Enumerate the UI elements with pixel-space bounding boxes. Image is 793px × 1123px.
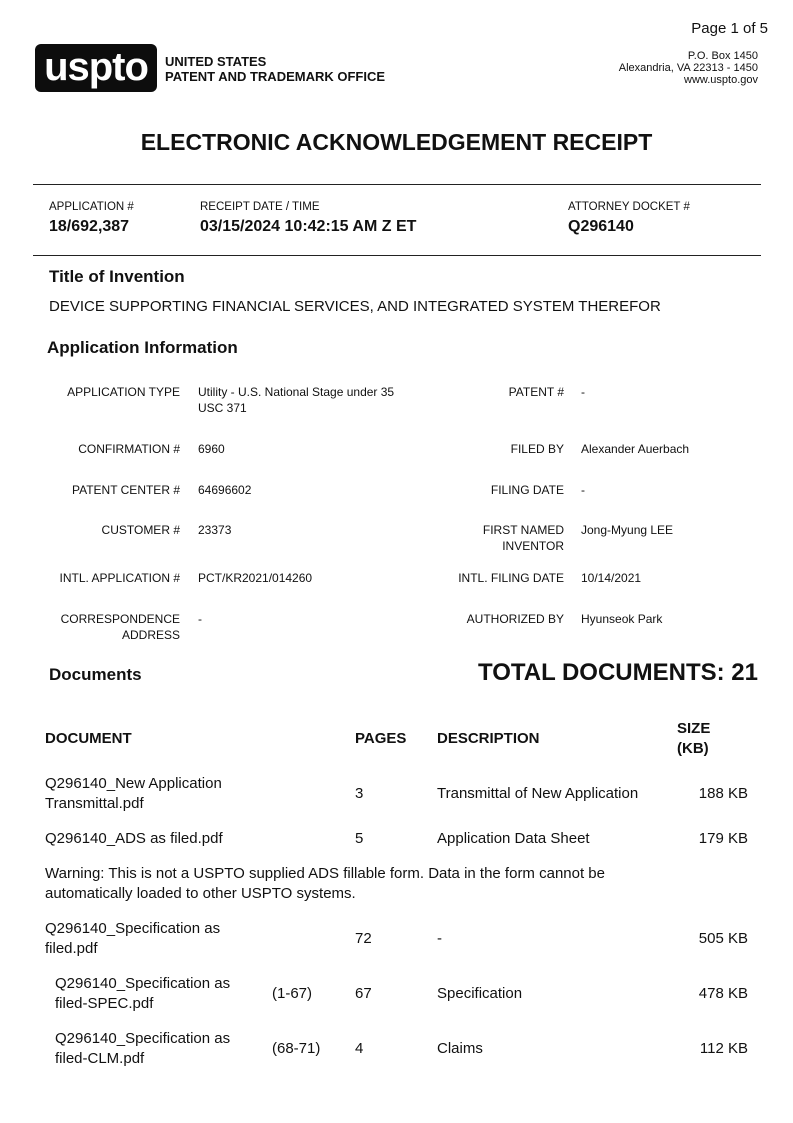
first-inventor-label (361, 522, 564, 554)
document-name-line2: filed.pdf (45, 940, 98, 957)
document-row-0-name[interactable] (45, 774, 222, 814)
page-title: ELECTRONIC ACKNOWLEDGEMENT RECEIPT (140, 129, 653, 155)
filing-date-label: FILING DATE (490, 483, 564, 497)
address-line1: P.O. Box 1450 (687, 50, 758, 62)
document-name-line1: Q296140_Specification as (55, 1030, 231, 1047)
document-row-1-size: 179 KB (698, 830, 748, 847)
attorney-docket-label: ATTORNEY DOCKET # (568, 201, 690, 213)
filed-by-value: Alexander Auerbach (581, 442, 690, 456)
document-row-2-name[interactable] (45, 919, 220, 959)
correspondence-label (0, 611, 180, 643)
office-name-line1: UNITED STATES (165, 54, 267, 69)
patent-number-label: PATENT # (508, 385, 564, 399)
document-row-1-description: Application Data Sheet (437, 830, 590, 847)
document-name-line2: Transmittal.pdf (45, 795, 144, 812)
correspondence-label-line1: CORRESPONDENCE (60, 612, 180, 626)
col-header-size (677, 719, 710, 759)
document-name-line1: Q296140_Specification as (55, 975, 231, 992)
divider-summary (33, 255, 761, 256)
document-name-line1: Q296140_New Application (45, 775, 222, 792)
first-inventor-label-line2: INVENTOR (502, 539, 564, 553)
document-row-4-page-range: (68-71) (272, 1040, 321, 1057)
application-number-label: APPLICATION # (49, 201, 134, 213)
document-row-2-description: - (437, 930, 442, 947)
invention-heading: Title of Invention (49, 267, 185, 286)
correspondence-value: - (198, 612, 202, 626)
intl-filing-date-label: INTL. FILING DATE (458, 571, 564, 585)
document-row-1-name[interactable] (45, 829, 223, 849)
intl-application-label: INTL. APPLICATION # (59, 571, 180, 585)
office-name (165, 54, 385, 84)
document-name-line2: filed-SPEC.pdf (55, 995, 154, 1012)
ads-warning-line2: automatically loaded to other USPTO systems. (45, 885, 356, 902)
application-type-label: APPLICATION TYPE (67, 385, 180, 399)
attorney-docket-value: Q296140 (568, 218, 634, 235)
document-name-line1: Q296140_Specification as (45, 920, 221, 937)
office-name-line2: PATENT AND TRADEMARK OFFICE (165, 69, 386, 84)
document-row-2-size: 505 KB (698, 930, 748, 947)
filed-by-label: FILED BY (510, 442, 564, 456)
uspto-logo: uspto (35, 44, 157, 92)
document-row-0-size: 188 KB (698, 785, 748, 802)
document-row-3-pages: 67 (355, 985, 372, 1002)
customer-value: 23373 (198, 523, 232, 537)
address-website-link[interactable]: www.uspto.gov (684, 74, 758, 86)
page-indicator: Page 1 of 5 (691, 20, 768, 37)
document-name-line2: filed-CLM.pdf (55, 1050, 145, 1067)
document-row-4-name[interactable] (55, 1029, 230, 1069)
authorized-by-value: Hyunseok Park (581, 612, 663, 626)
filing-date-value: - (581, 483, 585, 497)
document-row-3-name[interactable] (55, 974, 230, 1014)
intl-filing-date-value: 10/14/2021 (581, 571, 642, 585)
document-row-3-size: 478 KB (698, 985, 748, 1002)
col-header-pages: PAGES (355, 730, 407, 747)
total-documents: TOTAL DOCUMENTS: 21 (477, 659, 758, 686)
document-row-3-page-range: (1-67) (272, 985, 313, 1002)
col-header-size-line2: (KB) (677, 740, 709, 757)
col-header-document: DOCUMENT (45, 730, 132, 747)
patent-center-label: PATENT CENTER # (71, 483, 180, 497)
document-row-4-size: 112 KB (699, 1040, 748, 1057)
document-row-0-pages: 3 (355, 785, 364, 802)
intl-application-value: PCT/KR2021/014260 (198, 571, 313, 585)
col-header-size-line1: SIZE (677, 720, 711, 737)
patent-center-value: 64696602 (198, 483, 252, 497)
ads-warning (45, 864, 605, 904)
receipt-date-value: 03/15/2024 10:42:15 AM Z ET (200, 218, 417, 235)
application-number-value: 18/692,387 (49, 218, 130, 235)
patent-number-value: - (581, 385, 585, 399)
document-row-1-pages: 5 (355, 830, 364, 847)
office-address (619, 50, 758, 86)
divider-top (33, 184, 761, 185)
address-line2: Alexandria, VA 22313 - 1450 (618, 62, 758, 74)
authorized-by-label: AUTHORIZED BY (466, 612, 564, 626)
document-row-2-pages: 72 (355, 930, 372, 947)
confirmation-label: CONFIRMATION # (78, 442, 180, 456)
first-inventor-value: Jong-Myung LEE (581, 523, 674, 537)
document-row-0-description: Transmittal of New Application (437, 785, 639, 802)
ads-warning-line1: Warning: This is not a USPTO supplied ADS fillable form. Data in the form cannot be (45, 865, 605, 882)
customer-label: CUSTOMER # (101, 523, 180, 537)
documents-heading: Documents (49, 665, 142, 684)
application-info-heading: Application Information (47, 338, 238, 357)
confirmation-value: 6960 (198, 442, 225, 456)
document-row-4-pages: 4 (355, 1040, 364, 1057)
invention-title: DEVICE SUPPORTING FINANCIAL SERVICES, AND INTEGRATED SYSTEM THEREFOR (49, 298, 661, 315)
application-type-line1: Utility - U.S. National Stage under 35 (198, 385, 395, 399)
document-row-4-description: Claims (437, 1040, 483, 1057)
correspondence-label-line2: ADDRESS (121, 628, 180, 642)
first-inventor-label-line1: FIRST NAMED (482, 523, 564, 537)
application-type-line2: USC 371 (198, 401, 247, 415)
receipt-date-label: RECEIPT DATE / TIME (200, 201, 320, 213)
document-row-3-description: Specification (437, 985, 523, 1002)
document-name-line1: Q296140_ADS as filed.pdf (45, 830, 223, 847)
col-header-description: DESCRIPTION (437, 730, 540, 747)
